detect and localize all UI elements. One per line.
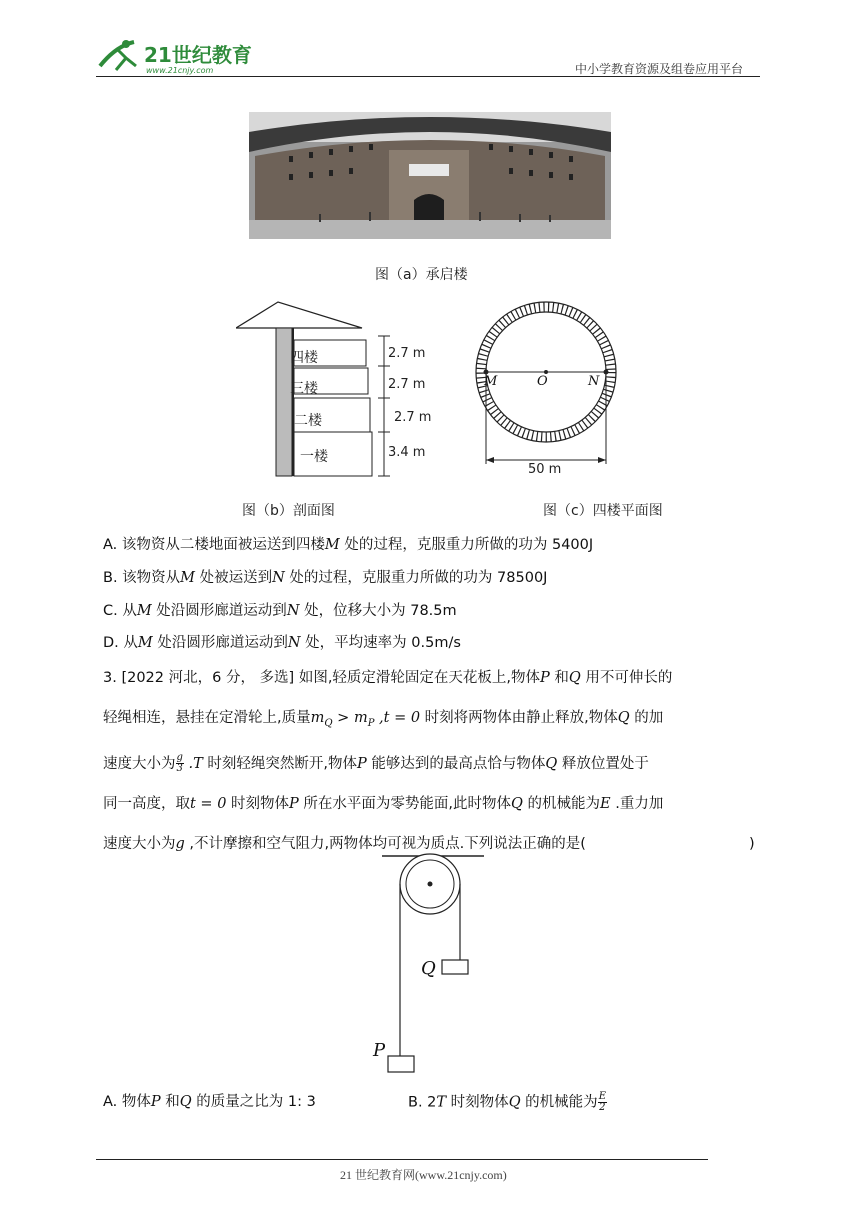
q2-option-d: D. 从M 处沿圆形廊道运动到N 处，平均速率为 0.5m/s [103,635,461,651]
fraction-e-over-2: $\frac{E}{2}$ [598,1091,606,1113]
height-4-label: 2.7 m [388,346,426,361]
point-n-label: N [588,374,600,389]
tulou-photo [249,112,611,239]
figure-c-caption: 图（c）四楼平面图 [543,503,663,519]
figure-c-plan [470,300,626,480]
figure-b-caption: 图（b）剖面图 [242,503,335,519]
q2-option-c: C. 从M 处沿圆形廊道运动到N 处，位移大小为 78.5m [103,603,457,619]
q3-stem [103,662,763,860]
header-divider [96,76,760,77]
svg-text:21世纪教育: 21世纪教育 [144,43,252,67]
point-o-label: O [537,374,548,389]
floor-3-label: 三楼 [290,381,318,397]
width-label: 50 m [528,462,562,477]
point-m-label: M [484,374,498,389]
footer-divider [96,1159,708,1160]
q3-line-2: 轻绳相连，悬挂在定滑轮上,质量$m_Q > m_P$ ,t = 0 时刻将两物体由静止释放,物体Q 的加 [103,710,664,729]
height-1-label: 3.4 m [388,445,426,460]
site-logo [96,36,276,76]
q3-line-3: 速度大小为 $\frac{g}{3}$ .T 时刻轻绳突然断开,物体P 能够达到的最高点恰与物体Q 释放位置处于 [103,752,649,775]
floor-2-label: 二楼 [294,413,322,429]
q3-line-5: 速度大小为g ,不计摩擦和空气阻力,两物体均可视为质点.下列说法正确的是( ) [103,835,755,852]
q2-option-a: A. 该物资从二楼地面被运送到四楼M 处的过程，克服重力所做的功为 5400J [103,537,594,553]
q3-line-4: 同一高度，取t = 0 时刻物体P 所在水平面为零势能面,此时物体Q 的机械能为E .重力加 [103,795,664,812]
height-3-label: 2.7 m [388,377,426,392]
object-q-label: Q [421,958,436,979]
q2-option-b: B. 该物资从M 处被运送到N 处的过程，克服重力所做的功为 78500J [103,570,548,586]
object-p-label: P [373,1040,386,1061]
floor-1-label: 一楼 [300,449,328,465]
fraction-g-over-3: $\frac{g}{3}$ [176,752,183,775]
floor-4-label: 四楼 [290,350,318,366]
platform-label: 中小学教育资源及组卷应用平台 [575,62,744,76]
q3-option-b: B. 2T 时刻物体Q 的机械能为 $\frac{E}{2}$ [408,1091,606,1113]
q3-option-a: A. 物体P 和Q 的质量之比为 1: 3 [103,1094,316,1110]
q3-line-1: 3. [2022 河北，6 分， 多选] 如图,轻质定滑轮固定在天花板上,物体P 和Q 用不可伸长的 [103,670,673,686]
svg-text:www.21cnjy.com: www.21cnjy.com [146,66,214,75]
height-2-label: 2.7 m [394,410,432,425]
figure-a-caption: 图（a）承启楼 [375,267,468,283]
footer-link[interactable]: 21 世纪教育网(www.21cnjy.com) [340,1168,507,1182]
